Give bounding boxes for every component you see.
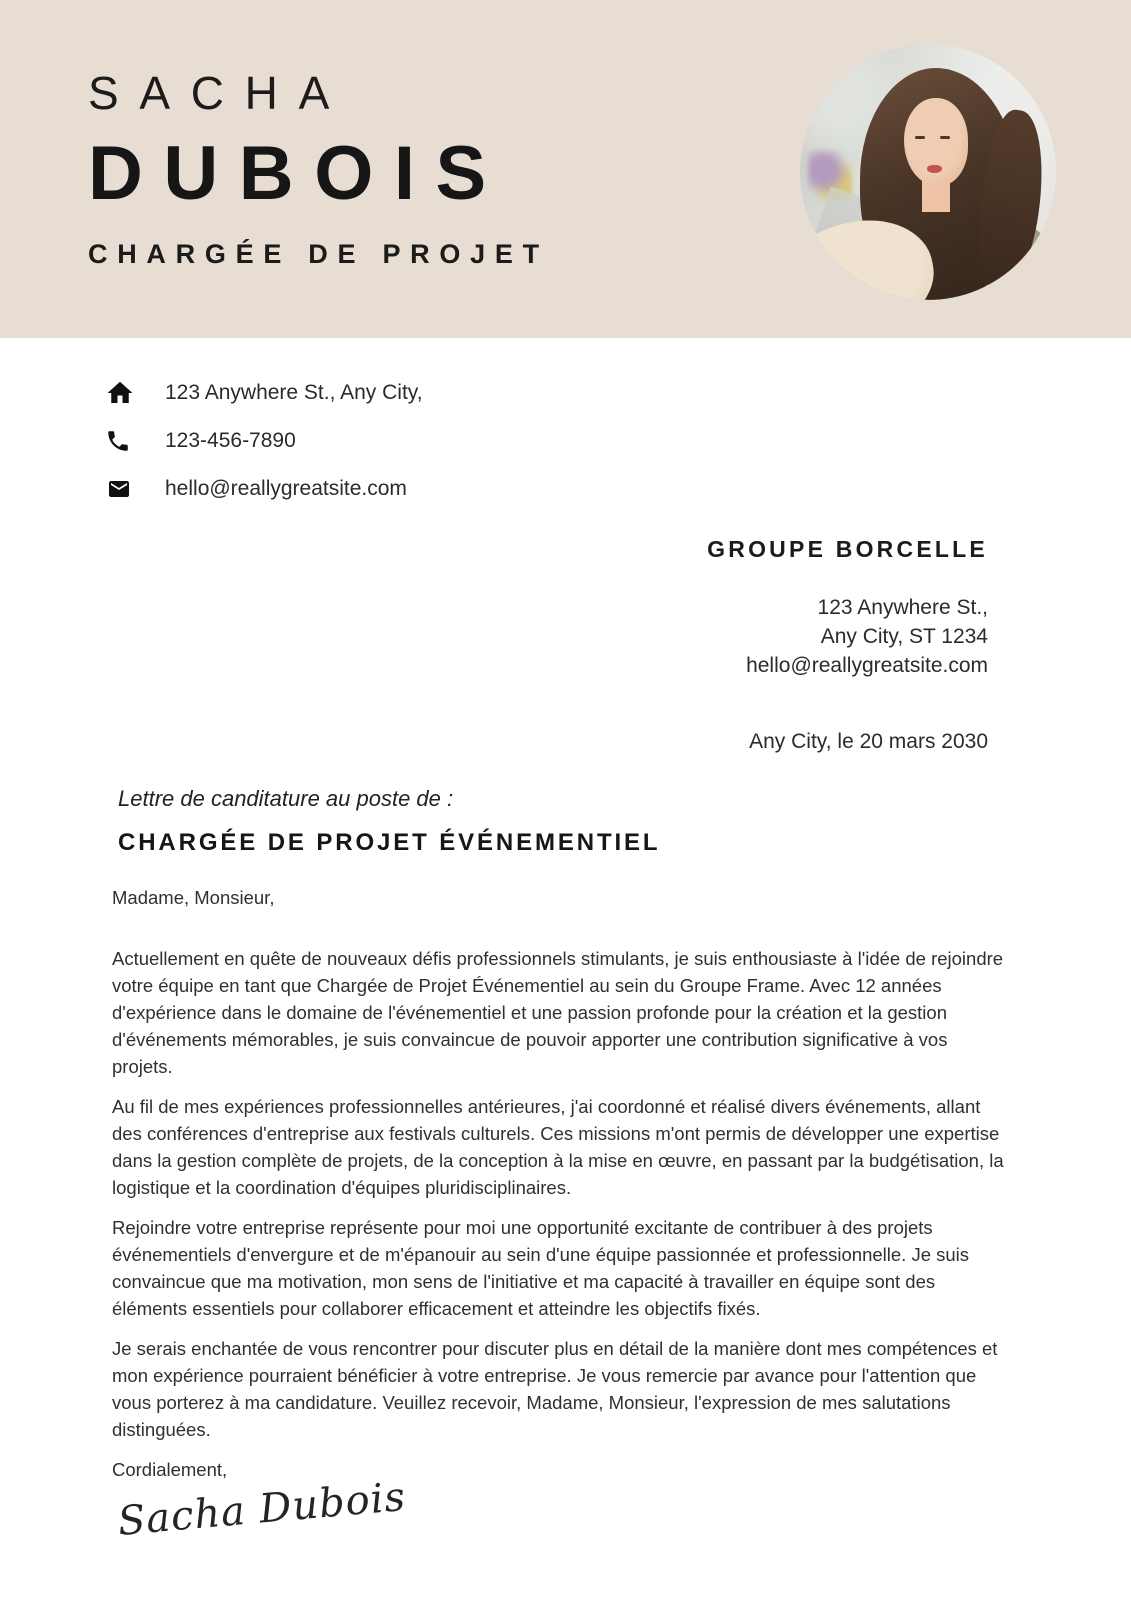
- photo-eye-right: [940, 136, 950, 139]
- subject-position-title: CHARGÉE DE PROJET ÉVÉNEMENTIEL: [118, 829, 661, 856]
- closing: Cordialement,: [112, 1459, 228, 1480]
- contact-section: [105, 378, 423, 522]
- signature: Sacha Dubois: [115, 1473, 408, 1545]
- letter-paragraph: Je serais enchantée de vous rencontrer pour discuter plus en détail de la manière dont mes compétences et mon expérience pourraient bénéficier à votre entreprise. Je vous remercie par avance pour l'attention que vous porterez à ma candidature. Veuillez recevoir, Madame, Monsieur, l'expression de mes salutations distinguées.: [112, 1338, 998, 1440]
- letter-body: [112, 884, 1013, 1545]
- contact-phone-text: 123-456-7890: [165, 429, 296, 452]
- name-block: [88, 66, 549, 270]
- photo-eye-left: [915, 136, 925, 139]
- salutation: Madame, Monsieur,: [112, 887, 275, 908]
- contact-email-text: hello@reallygreatsite.com: [165, 477, 407, 500]
- contact-row-address: [105, 378, 423, 408]
- contact-row-phone: [105, 426, 423, 456]
- header-band: [0, 0, 1131, 338]
- subject-intro: Lettre de canditature au poste de :: [118, 786, 454, 811]
- letter-paragraph: Rejoindre votre entreprise représente pour moi une opportunité excitante de contribuer à des projets événementiels d'envergure et de m'épanouir au sein d'une équipe passionnée et professionnelle. Je suis convaincue que ma motivation, mon sens de l'initiative et ma capacité à travailler en équipe sont des éléments essentiels pour collaborer efficacement et atteindre les objectifs fixés.: [112, 1217, 970, 1319]
- home-icon: [105, 378, 139, 408]
- recipient-address-line: Any City, ST 1234: [820, 625, 988, 648]
- recipient-company-name: GROUPE BORCELLE: [707, 536, 988, 562]
- subject-block: [118, 786, 660, 857]
- profile-photo: [800, 44, 1056, 300]
- first-name: SACHA: [88, 67, 350, 119]
- contact-row-email: [105, 474, 423, 504]
- letter-paragraph: Actuellement en quête de nouveaux défis professionnels stimulants, je suis enthousiaste à l'idée de rejoindre votre équipe en tant que Chargée de Projet Événementiel au sein du Groupe Frame. Avec 12 années d'expérience dans le domaine de l'événementiel et une passion profonde pour la création et la gestion d'événements mémorables, je suis convaincue de pouvoir apporter une contribution significative à vos projets.: [112, 948, 1004, 1077]
- letter-paragraph: Au fil de mes expériences professionnelles antérieures, j'ai coordonné et réalisé divers événements, allant des conférences d'entreprise aux festivals culturels. Ces missions m'ont permis de développer une expertise dans la gestion complète de projets, de la conception à la mise en œuvre, en passant par la budgétisation, la logistique et la coordination d'équipes pluridisciplinaires.: [112, 1096, 1004, 1198]
- envelope-icon: [105, 477, 139, 501]
- phone-icon: [105, 428, 139, 454]
- letter-date: Any City, le 20 mars 2030: [749, 730, 988, 753]
- recipient-address: [707, 593, 988, 680]
- recipient-address-line: hello@reallygreatsite.com: [746, 654, 988, 677]
- job-title: CHARGÉE DE PROJET: [88, 239, 549, 269]
- last-name: DUBOIS: [88, 131, 507, 216]
- recipient-block: [707, 536, 988, 754]
- photo-lips: [927, 165, 942, 173]
- contact-address-text: 123 Anywhere St., Any City,: [165, 381, 423, 404]
- recipient-address-line: 123 Anywhere St.,: [817, 596, 988, 619]
